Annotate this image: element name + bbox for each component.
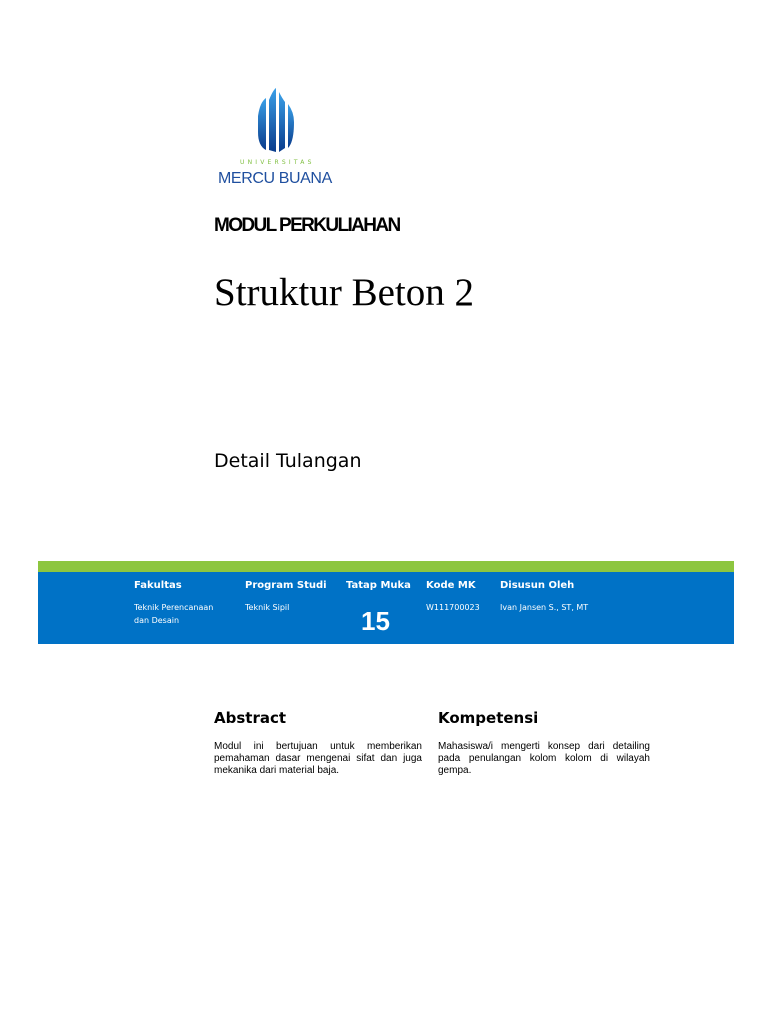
program-studi-value: Teknik Sipil [245,603,290,612]
program-studi-header: Program Studi [245,580,327,591]
disusun-oleh-value: Ivan Jansen S., ST, MT [500,603,589,612]
abstract-title: Abstract [214,709,287,727]
module-label: MODUL PERKULIAHAN [214,215,400,236]
tatap-muka-value: 15 [361,606,390,636]
green-band [38,561,734,572]
mercu-buana-emblem-icon [254,88,298,154]
tatap-muka-header: Tatap Muka [346,580,411,591]
disusun-oleh-header: Disusun Oleh [500,580,575,591]
kompetensi-body: Mahasiswa/i mengerti konsep dari detailing pada penulangan kolom kolom di wilayah gempa. [438,741,650,776]
university-logo [214,88,344,192]
info-band [38,572,734,644]
kompetensi-title: Kompetensi [438,709,539,727]
kode-mk-value: W111700023 [426,603,480,612]
university-label: UNIVERSITAS [240,159,315,166]
fakultas-header: Fakultas [134,580,182,591]
topic-title: Detail Tulangan [214,450,362,472]
fakultas-value: Teknik Perencanaan dan Desain [134,603,214,625]
university-name: MERCU BUANA [218,170,332,187]
course-title: Struktur Beton 2 [214,271,474,314]
kode-mk-header: Kode MK [426,580,476,591]
abstract-body: Modul ini bertujuan untuk memberikan pemahaman dasar mengenai sifat dan juga mekanika dari material baja. [214,741,422,776]
